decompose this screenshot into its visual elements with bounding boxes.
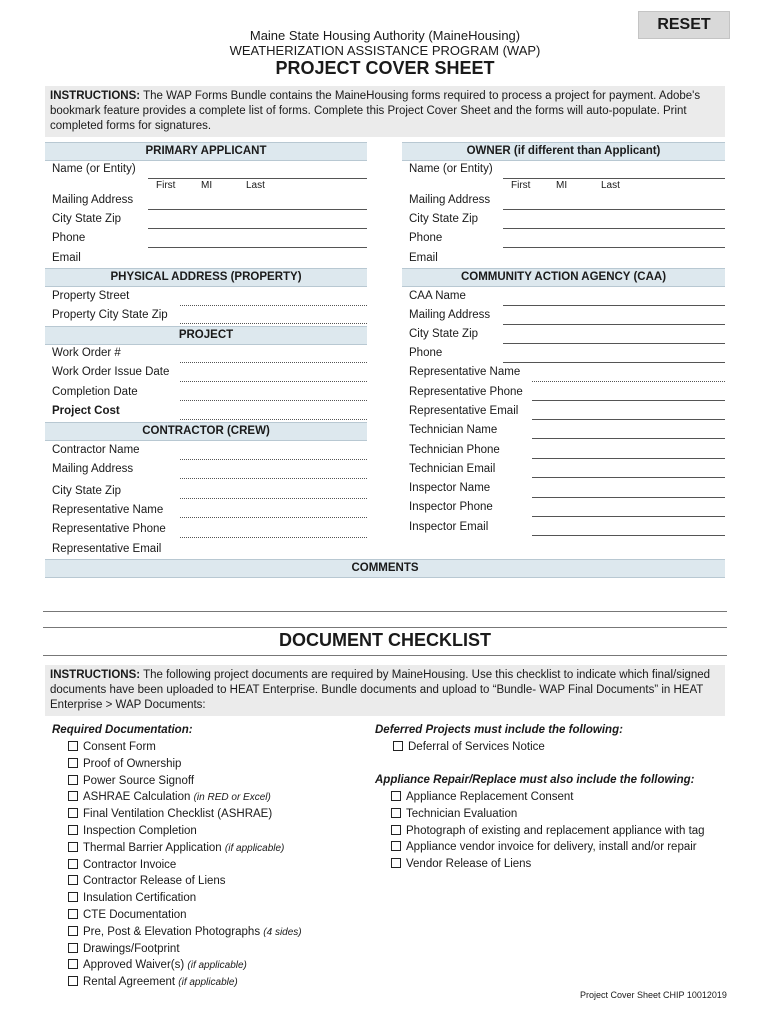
- checklist-item-label: Inspection Completion: [83, 825, 197, 837]
- checklist-instructions-label: INSTRUCTIONS:: [50, 669, 141, 681]
- project-heading: PROJECT: [45, 326, 367, 345]
- checklist-item[interactable]: [391, 841, 697, 853]
- checklist-item[interactable]: [68, 758, 181, 770]
- work-order-field[interactable]: [180, 362, 367, 363]
- checkbox[interactable]: [391, 858, 401, 868]
- checklist-item[interactable]: [391, 825, 705, 837]
- checkbox[interactable]: [68, 758, 78, 768]
- checkbox[interactable]: [68, 892, 78, 902]
- required-docs-heading: Required Documentation:: [52, 724, 193, 736]
- owner-mailing-label: Mailing Address: [409, 194, 491, 206]
- checkbox[interactable]: [68, 976, 78, 986]
- checklist-item-label: Final Ventilation Checklist (ASHRAE): [83, 808, 273, 821]
- checklist-item-label: CTE Documentation: [83, 909, 187, 921]
- checklist-item-label: Contractor Invoice: [83, 858, 177, 871]
- checklist-item[interactable]: [68, 943, 180, 955]
- primary-name-field[interactable]: [148, 178, 367, 179]
- primary-mailing-label: Mailing Address: [52, 194, 134, 206]
- primary-email-label: Email: [52, 252, 81, 264]
- checklist-item-label: Pre, Post & Elevation Photographs: [83, 925, 261, 938]
- caa-name-label: CAA Name: [409, 290, 466, 302]
- org-name: Maine State Housing Authority (MaineHousing): [249, 28, 521, 43]
- owner-email-label: Email: [409, 252, 438, 264]
- checklist-item[interactable]: [68, 741, 156, 753]
- property-street-field[interactable]: [180, 305, 367, 306]
- checklist-item-label: Appliance Replacement Consent: [406, 791, 574, 803]
- primary-mi-label: MI: [201, 180, 213, 191]
- checklist-item[interactable]: [68, 875, 226, 887]
- checklist-item-label: ASHRAE Calculation: [83, 791, 191, 804]
- program-name: WEATHERIZATION ASSISTANCE PROGRAM (WAP): [229, 43, 541, 58]
- checklist-item-note: (in RED or Excel): [193, 792, 271, 804]
- primary-mailing-field[interactable]: [148, 209, 367, 210]
- caa-city-field[interactable]: [503, 343, 725, 344]
- checklist-item[interactable]: [68, 926, 302, 938]
- caa-tech-email-label: Technician Email: [409, 463, 496, 475]
- contractor-heading: CONTRACTOR (CREW): [45, 422, 367, 441]
- checkbox[interactable]: [68, 775, 78, 785]
- caa-insp-email-label: Inspector Email: [409, 521, 489, 533]
- work-order-label: Work Order #: [52, 347, 121, 359]
- deferred-heading: Deferred Projects must include the following:: [375, 724, 623, 736]
- checklist-item-label: Vendor Release of Liens: [406, 858, 532, 871]
- checklist-item[interactable]: [68, 909, 187, 921]
- instructions-label: INSTRUCTIONS:: [50, 90, 141, 102]
- primary-applicant-heading: PRIMARY APPLICANT: [45, 142, 367, 161]
- contractor-rep-name-field[interactable]: [180, 517, 367, 518]
- checklist-item[interactable]: [68, 892, 196, 904]
- checklist-instructions-box: [45, 665, 725, 716]
- checklist-item[interactable]: [391, 808, 517, 820]
- primary-phone-field[interactable]: [148, 247, 367, 248]
- checklist-item[interactable]: [68, 859, 176, 871]
- checkbox[interactable]: [68, 875, 78, 885]
- checkbox[interactable]: [391, 841, 401, 851]
- caa-rep-email-field[interactable]: [532, 419, 725, 420]
- caa-tech-name-field[interactable]: [532, 438, 725, 439]
- checkbox[interactable]: [68, 926, 78, 936]
- caa-phone-label: Phone: [409, 347, 443, 359]
- caa-insp-email-field[interactable]: [532, 535, 725, 536]
- contractor-rep-phone-field[interactable]: [180, 537, 367, 538]
- contractor-name-field[interactable]: [180, 459, 367, 460]
- primary-city-field[interactable]: [148, 228, 367, 229]
- checklist-item-note: (if applicable): [178, 977, 238, 989]
- owner-mailing-field[interactable]: [503, 209, 725, 210]
- caa-rep-phone-label: Representative Phone: [409, 386, 523, 398]
- completion-date-field[interactable]: [180, 400, 367, 401]
- primary-city-label: City State Zip: [52, 213, 122, 225]
- caa-tech-name-label: Technician Name: [409, 424, 498, 436]
- owner-city-label: City State Zip: [409, 213, 479, 225]
- checklist-divider: [43, 655, 727, 656]
- physical-address-heading: PHYSICAL ADDRESS (PROPERTY): [45, 268, 367, 287]
- primary-name-label: Name (or Entity): [52, 163, 136, 175]
- checkbox[interactable]: [68, 943, 78, 953]
- caa-tech-email-field[interactable]: [532, 477, 725, 478]
- caa-rep-phone-field[interactable]: [532, 400, 725, 401]
- owner-last-label: Last: [601, 180, 620, 191]
- contractor-city-label: City State Zip: [52, 485, 122, 497]
- instructions-box: [45, 86, 725, 137]
- contractor-rep-phone-label: Representative Phone: [52, 523, 166, 535]
- contractor-rep-email-label: Representative Email: [52, 543, 162, 555]
- checkbox[interactable]: [391, 825, 401, 835]
- caa-mailing-field[interactable]: [503, 324, 725, 325]
- checklist-item-label: Approved Waiver(s): [83, 959, 185, 972]
- owner-name-field[interactable]: [503, 178, 725, 179]
- owner-first-label: First: [511, 180, 531, 191]
- checklist-item-label: Power Source Signoff: [83, 774, 195, 787]
- comments-line-2[interactable]: [43, 627, 727, 628]
- contractor-mailing-field[interactable]: [180, 478, 367, 479]
- issue-date-field[interactable]: [180, 381, 367, 382]
- caa-mailing-label: Mailing Address: [409, 309, 491, 321]
- checklist-item[interactable]: [68, 791, 271, 803]
- checklist-item[interactable]: [68, 842, 284, 854]
- caa-heading: COMMUNITY ACTION AGENCY (CAA): [402, 268, 725, 287]
- contractor-mailing-label: Mailing Address: [52, 463, 134, 475]
- checklist-item[interactable]: [68, 825, 197, 837]
- checkbox[interactable]: [391, 808, 401, 818]
- checklist-item-label: Insulation Certification: [83, 892, 197, 905]
- owner-city-field[interactable]: [503, 228, 725, 229]
- caa-rep-name-field[interactable]: [532, 381, 725, 382]
- checklist-item[interactable]: [68, 976, 238, 988]
- property-city-label: Property City State Zip: [52, 309, 168, 321]
- owner-mi-label: MI: [556, 180, 568, 191]
- property-city-field[interactable]: [180, 323, 367, 324]
- checklist-item-label: Rental Agreement: [83, 976, 176, 989]
- footer-form-id: Project Cover Sheet CHIP 10012019: [580, 990, 727, 1000]
- checkbox[interactable]: [68, 859, 78, 869]
- project-cost-field[interactable]: [180, 419, 367, 420]
- instructions-text: The WAP Forms Bundle contains the MaineHousing forms required to process a project for payment. Adobe's bookmark feature provides a complete list of forms. Complete this Project Cover Sheet and the forms will auto-populate. Print completed forms for signatures.: [50, 90, 701, 132]
- completion-date-label: Completion Date: [52, 386, 138, 398]
- checklist-item[interactable]: [68, 959, 247, 971]
- checklist-item-label: Thermal Barrier Application: [83, 841, 222, 854]
- checklist-item-label: Consent Form: [83, 741, 156, 753]
- appliance-heading: Appliance Repair/Replace must also include the following:: [375, 774, 695, 786]
- caa-insp-name-field[interactable]: [532, 497, 725, 498]
- contractor-city-field[interactable]: [180, 498, 367, 499]
- caa-name-field[interactable]: [503, 305, 725, 306]
- checklist-item-label: Contractor Release of Liens: [83, 875, 226, 888]
- checkbox[interactable]: [68, 842, 78, 852]
- checklist-item-label: Proof of Ownership: [83, 757, 182, 770]
- checkbox[interactable]: [68, 741, 78, 751]
- checklist-item[interactable]: [68, 808, 272, 820]
- caa-insp-phone-field[interactable]: [532, 516, 725, 517]
- checklist-item[interactable]: [391, 791, 574, 803]
- checklist-item[interactable]: [391, 858, 531, 870]
- checklist-item-note: (if applicable): [187, 960, 247, 972]
- checklist-instructions-text: The following project documents are required by MaineHousing. Use this checklist to indicate which final/signed documents have been uploaded to HEAT Enterprise. Bundle documents and upload to “Bundle- WAP Final Documents” in HEAT Enterprise > WAP Documents:: [50, 669, 711, 711]
- checklist-item-label: Appliance vendor invoice for delivery, install and/or repair: [406, 841, 697, 854]
- owner-phone-field[interactable]: [503, 247, 725, 248]
- primary-last-label: Last: [246, 180, 265, 191]
- checklist-item[interactable]: [68, 775, 194, 787]
- checkbox[interactable]: [68, 825, 78, 835]
- primary-first-label: First: [156, 180, 176, 191]
- owner-heading: OWNER (if different than Applicant): [402, 142, 725, 161]
- checklist-item-note: (4 sides): [263, 926, 302, 938]
- checkbox[interactable]: [68, 808, 78, 818]
- issue-date-label: Work Order Issue Date: [52, 366, 170, 378]
- checklist-item[interactable]: [393, 741, 545, 753]
- caa-tech-phone-field[interactable]: [532, 458, 725, 459]
- caa-city-label: City State Zip: [409, 328, 479, 340]
- comments-heading: COMMENTS: [45, 559, 725, 578]
- checkbox[interactable]: [68, 959, 78, 969]
- checkbox[interactable]: [68, 909, 78, 919]
- property-street-label: Property Street: [52, 290, 130, 302]
- primary-phone-label: Phone: [52, 232, 86, 244]
- checklist-item-label: Drawings/Footprint: [83, 942, 180, 955]
- checklist-item-label: Technician Evaluation: [406, 807, 518, 820]
- checklist-item-label: Deferral of Services Notice: [408, 741, 545, 753]
- checklist-title: DOCUMENT CHECKLIST: [279, 630, 491, 650]
- checklist-item-note: (if applicable): [224, 842, 285, 854]
- caa-tech-phone-label: Technician Phone: [409, 444, 500, 456]
- caa-rep-email-label: Representative Email: [409, 405, 519, 417]
- caa-insp-phone-label: Inspector Phone: [409, 501, 493, 513]
- contractor-name-label: Contractor Name: [52, 444, 140, 456]
- owner-name-label: Name (or Entity): [409, 163, 493, 175]
- contractor-rep-name-label: Representative Name: [52, 504, 164, 516]
- project-cost-label: Project Cost: [52, 405, 120, 417]
- checkbox[interactable]: [393, 741, 403, 751]
- comments-line-1[interactable]: [43, 611, 727, 612]
- checkbox[interactable]: [391, 791, 401, 801]
- owner-phone-label: Phone: [409, 232, 443, 244]
- caa-phone-field[interactable]: [503, 362, 725, 363]
- checkbox[interactable]: [68, 791, 78, 801]
- reset-button[interactable]: RESET: [638, 11, 730, 39]
- caa-insp-name-label: Inspector Name: [409, 482, 491, 494]
- checklist-item-label: Photograph of existing and replacement appliance with tag: [406, 824, 705, 837]
- caa-rep-name-label: Representative Name: [409, 366, 521, 378]
- page-title: PROJECT COVER SHEET: [275, 58, 495, 78]
